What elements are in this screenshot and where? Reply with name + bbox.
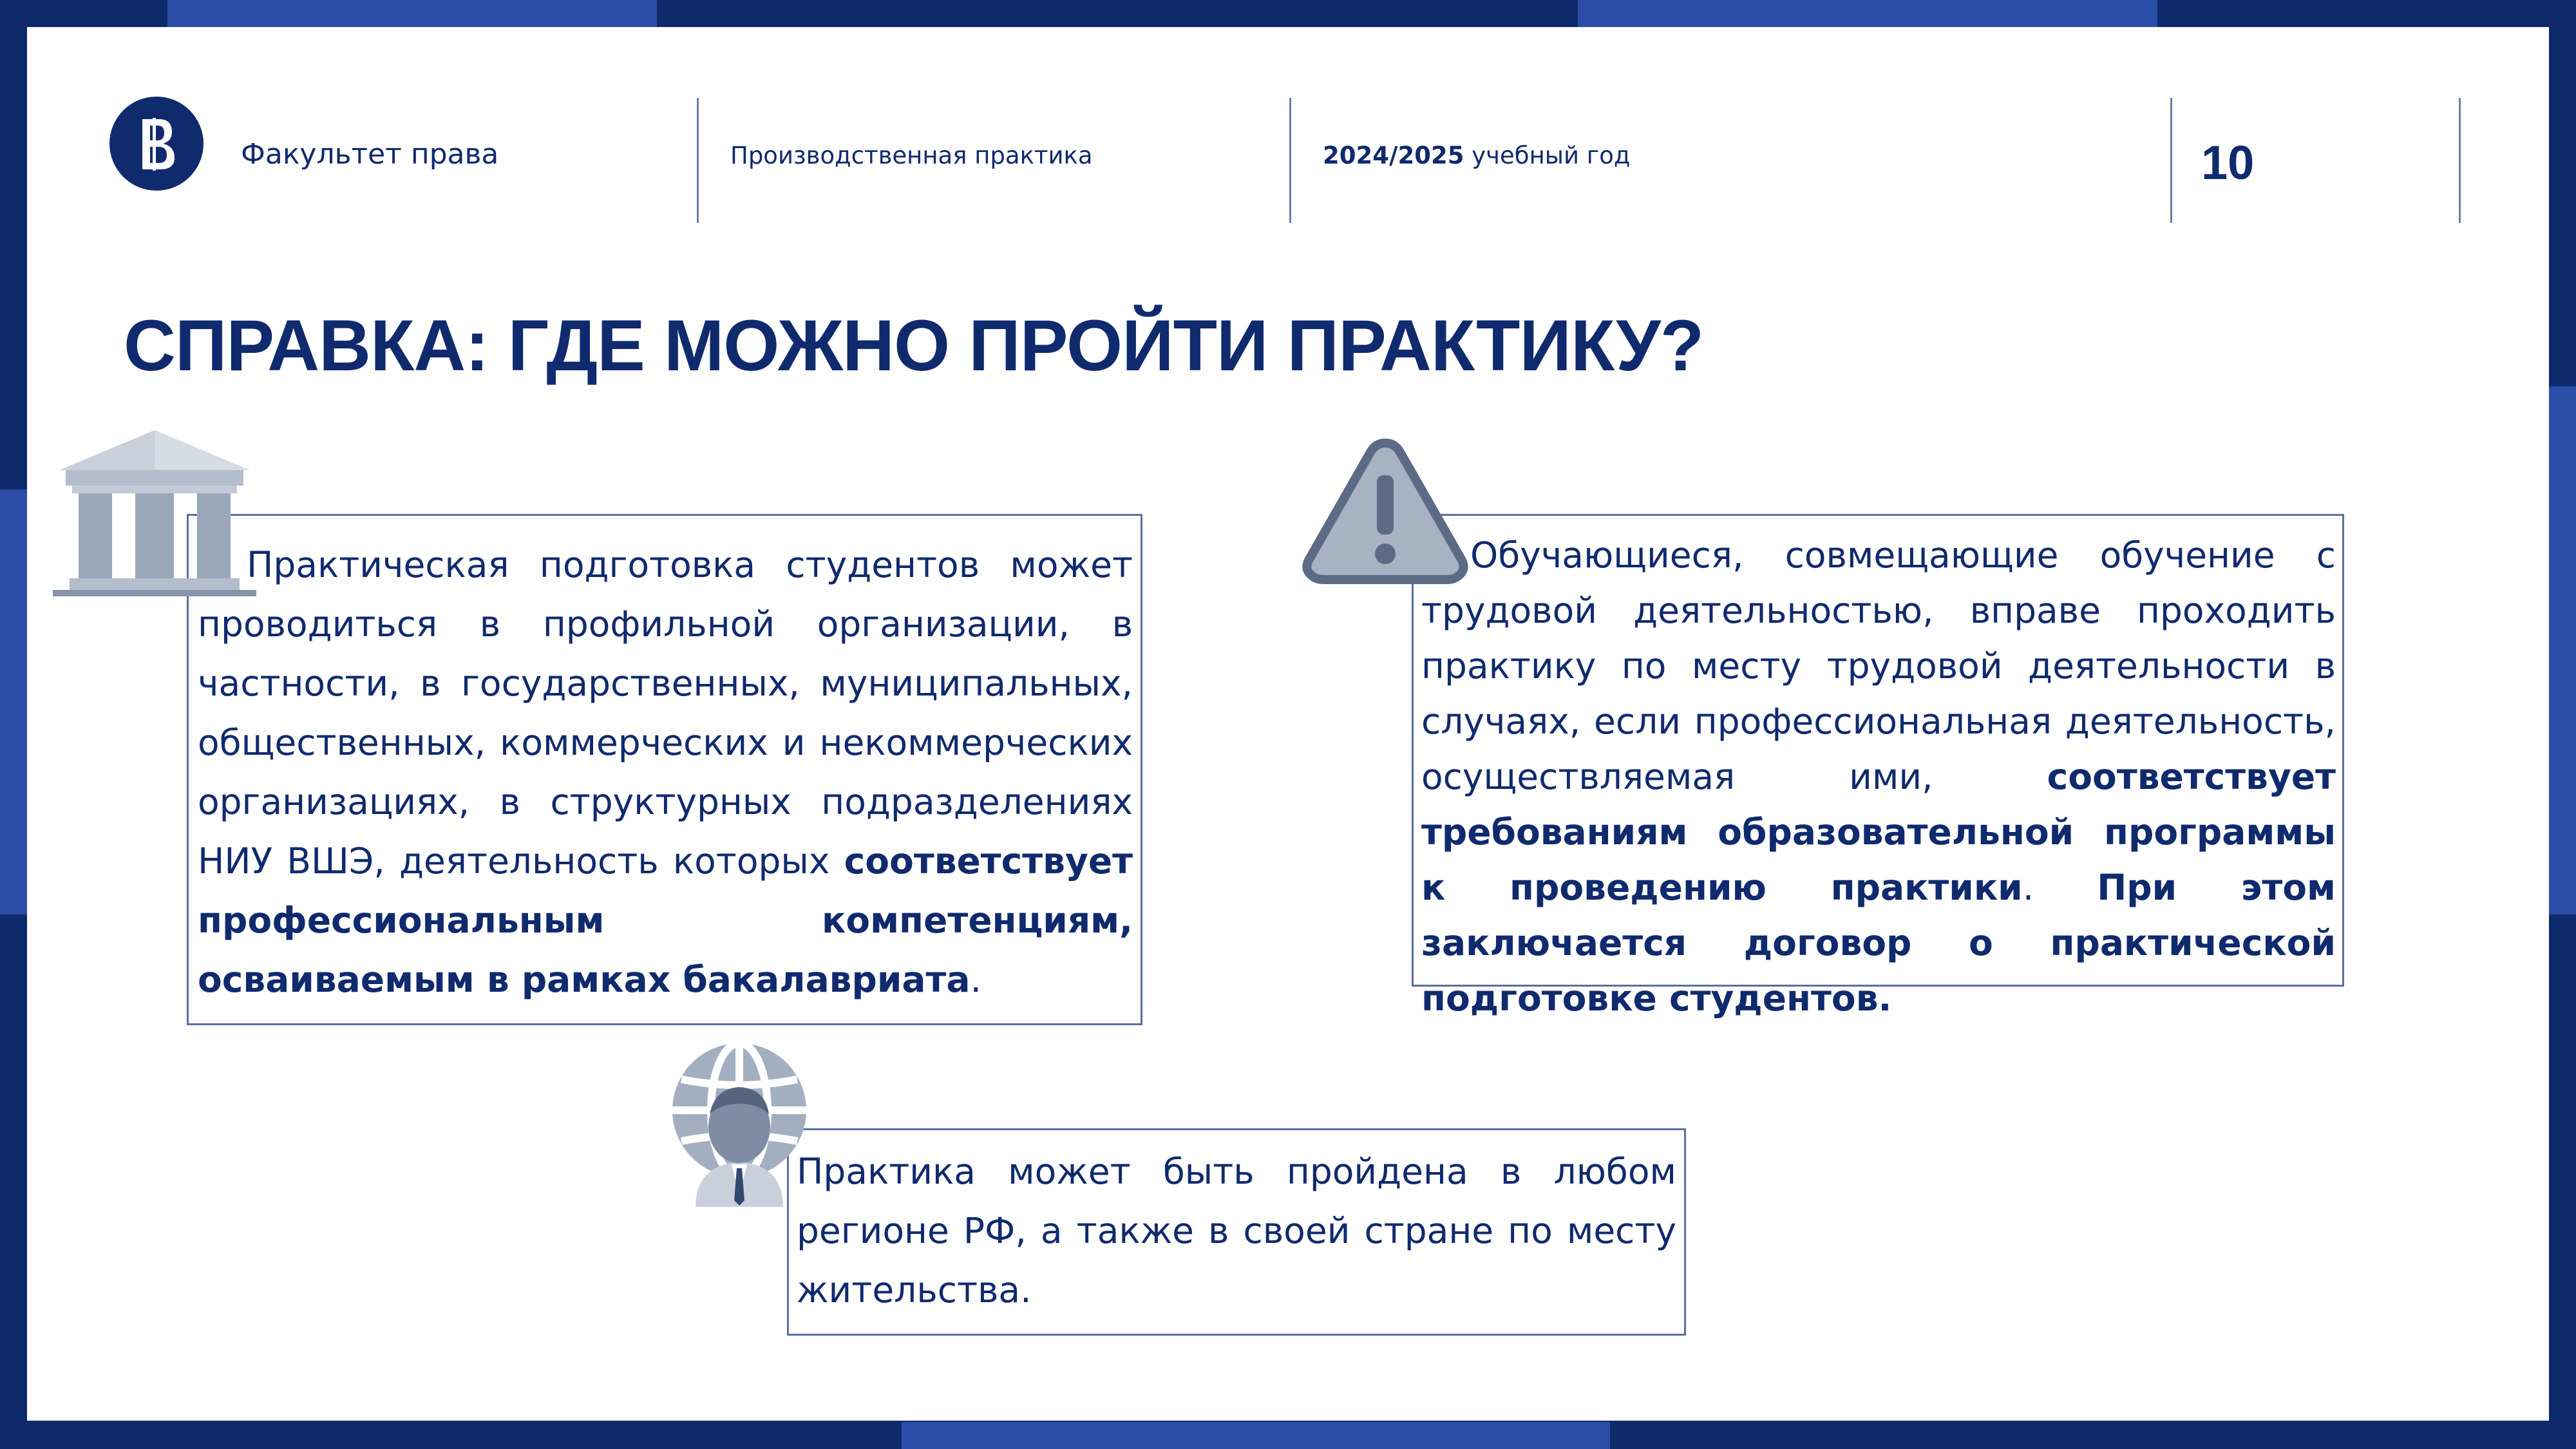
info-card-employment-text bbox=[1421, 527, 2336, 1026]
info-card-regions-text: Практика может быть пройдена в любом регионе РФ, а также в своей стране по месту жительства. bbox=[797, 1151, 1676, 1311]
frame-accent-top-right bbox=[1578, 0, 2157, 27]
card2-emphasis: соответствует требованиям образовательной программы к проведению практики bbox=[1421, 756, 2336, 908]
card1-end: . bbox=[970, 959, 981, 1000]
slide bbox=[27, 27, 2549, 1421]
header-divider-4 bbox=[2459, 98, 2461, 223]
section-name: Производственная практика bbox=[730, 142, 1093, 169]
academic-year-rest: учебный год bbox=[1464, 142, 1631, 169]
hse-logo-mark bbox=[131, 113, 182, 175]
frame-accent-bottom bbox=[902, 1422, 1610, 1449]
info-card-organizations-text bbox=[198, 535, 1133, 1009]
card2-emphasis-2: При этом заключается договор о практической подготовке студентов. bbox=[1421, 867, 2336, 1019]
frame-accent-left bbox=[0, 489, 27, 914]
page-number: 10 bbox=[2201, 136, 2255, 189]
frame-accent-top-left bbox=[167, 0, 657, 27]
warning-icon bbox=[1298, 434, 1472, 589]
faculty-name: Факультет права bbox=[241, 138, 499, 171]
slide-title: СПРАВКА: ГДЕ МОЖНО ПРОЙТИ ПРАКТИКУ? bbox=[124, 305, 1704, 386]
card1-emphasis: соответствует профессиональным компетенциям, осваиваемым в рамках бакалавриата bbox=[198, 840, 1133, 1000]
frame-accent-right bbox=[2549, 386, 2576, 914]
card1-text: Практическая подготовка студентов может проводиться в профильной организации, в частности, в государственных, муниципальных, общественных, коммерческих и некоммерческих организациях, в структурных подразделениях НИУ ВШЭ, деятельность которых bbox=[198, 544, 1133, 882]
info-card-organizations bbox=[187, 514, 1142, 1025]
info-card-employment bbox=[1412, 514, 2344, 1019]
card2-text: Обучающиеся, совмещающие обучение с трудовой деятельностью, вправе проходить практику по месту трудовой деятельности в случаях, если профессиональная деятельность, осуществляемая ими, bbox=[1421, 535, 2336, 797]
hse-logo bbox=[109, 97, 204, 191]
header-divider-3 bbox=[2170, 98, 2172, 223]
building-icon bbox=[39, 425, 270, 605]
academic-year-bold: 2024/2025 bbox=[1323, 142, 1464, 169]
card2-mid: . bbox=[2022, 867, 2098, 908]
header-divider-1 bbox=[697, 98, 699, 223]
info-card-regions bbox=[787, 1128, 1686, 1336]
globe-person-icon bbox=[656, 1039, 823, 1207]
header-divider-2 bbox=[1289, 98, 1291, 223]
academic-year bbox=[1323, 142, 1630, 169]
